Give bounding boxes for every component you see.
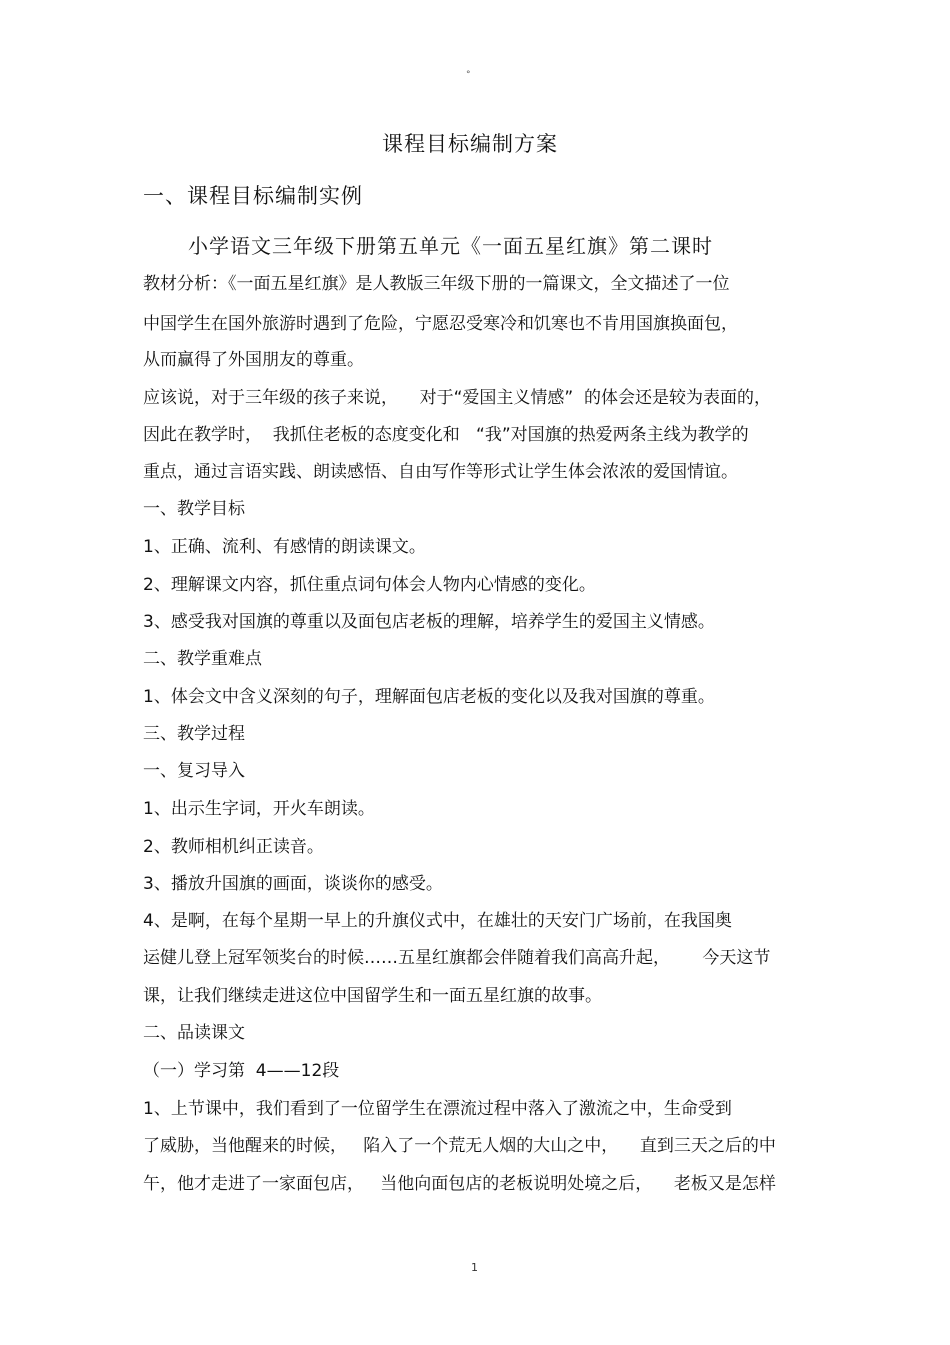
lesson-title: 小学语文三年级下册第五单元《一面五星红旗》第二课时 bbox=[188, 234, 713, 258]
body-line: 中国学生在国外旅游时遇到了危险，宁愿忍受寒冷和饥寒也不肯用国旗换面包， bbox=[143, 314, 738, 334]
page-number: 1 bbox=[471, 1261, 478, 1274]
page-mark: ° bbox=[466, 70, 471, 80]
list-item: 1、正确、流利、有感情的朗读课文。 bbox=[143, 537, 426, 557]
document-title: 课程目标编制方案 bbox=[382, 132, 558, 156]
body-line: 了威胁，当他醒来的时候， 陷入了一个荒无人烟的大山之中， 直到三天之后的中 bbox=[143, 1136, 776, 1156]
list-item: 1、上节课中，我们看到了一位留学生在漂流过程中落入了激流之中，生命受到 bbox=[143, 1099, 732, 1119]
list-item: 4、是啊，在每个星期一早上的升旗仪式中，在雄壮的天安门广场前，在我国奥 bbox=[143, 911, 732, 931]
section-heading: 一、课程目标编制实例 bbox=[143, 184, 363, 208]
subheading: 二、品读课文 bbox=[143, 1023, 245, 1043]
body-line: 重点，通过言语实践、朗读感悟、自由写作等形式让学生体会浓浓的爱国情谊。 bbox=[143, 462, 738, 482]
subheading: 一、复习导入 bbox=[143, 761, 245, 781]
list-item: 2、理解课文内容，抓住重点词句体会人物内心情感的变化。 bbox=[143, 575, 596, 595]
list-item: 2、教师相机纠正读音。 bbox=[143, 837, 324, 857]
body-line: 应该说，对于三年级的孩子来说， 对于“爱国主义情感” 的体会还是较为表面的， bbox=[143, 388, 772, 408]
body-line: 因此在教学时， 我抓住老板的态度变化和 “我”对国旗的热爱两条主线为教学的 bbox=[143, 425, 749, 445]
list-item: 1、出示生字词，开火车朗读。 bbox=[143, 799, 375, 819]
body-line: 课，让我们继续走进这位中国留学生和一面五星红旗的故事。 bbox=[143, 986, 602, 1006]
body-line: 运健儿登上冠军领奖台的时候……五星红旗都会伴随着我们高高升起， 今天这节 bbox=[143, 948, 771, 968]
subheading: （一）学习第 4——12段 bbox=[143, 1061, 340, 1081]
subheading: 一、教学目标 bbox=[143, 499, 245, 519]
list-item: 3、感受我对国旗的尊重以及面包店老板的理解，培养学生的爱国主义情感。 bbox=[143, 612, 715, 632]
body-line: 午，他才走进了一家面包店， 当他向面包店的老板说明处境之后， 老板又是怎样 bbox=[143, 1174, 776, 1194]
body-line: 从而赢得了外国朋友的尊重。 bbox=[143, 350, 364, 370]
list-item: 3、播放升国旗的画面，谈谈你的感受。 bbox=[143, 874, 443, 894]
list-item: 1、体会文中含义深刻的句子，理解面包店老板的变化以及我对国旗的尊重。 bbox=[143, 687, 715, 707]
subheading: 二、教学重难点 bbox=[143, 649, 262, 669]
subheading: 三、教学过程 bbox=[143, 724, 245, 744]
body-line: 教材分析：《一面五星红旗》是人教版三年级下册的一篇课文，全文描述了一位 bbox=[143, 274, 730, 294]
